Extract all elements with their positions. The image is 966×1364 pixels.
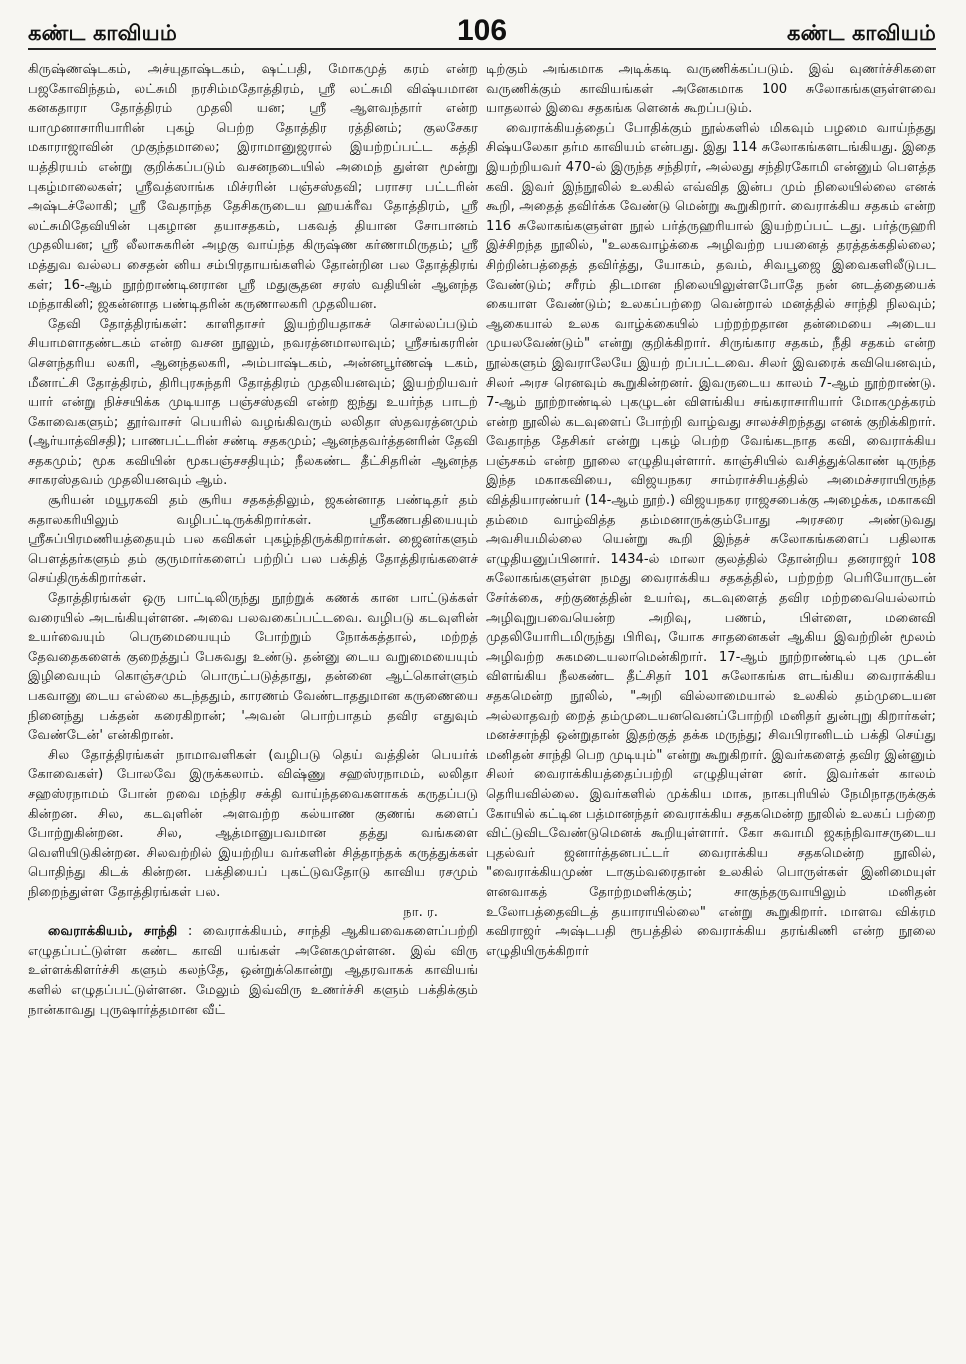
paragraph: சில தோத்திரங்கள் நாமாவளிகள் (வழிபடு தெய் வத்தின் பெயர்க் கோவைகள்) போலவே இருக்கலாம். விஷ்ணு சஹஸ்ரநாமம், லலிதா சஹஸ்ரநாமம் போன் றவை மந்திர சக்தி வாய்ந்தவைகளாகக் கருதப்படு கின்றன. சில, கடவுளின் அளவற்ற கல்யாண குணங் களைப் போற்றுகின்றன. சில, ஆத்மானுபவமான தத்து வங்களை வெளியிடுகின்றன. சிலவற்றில் இயற்றிய வர்களின் சித்தாந்தக் கருத்துக்கள் பொதிந்து கிடக் கின்றன. பக்தியைப் புகட்டுவதோடு காவிய ரசமும் நிறைந்துள்ள தோத்திரங்கள் பல. bbox=[28, 747, 478, 900]
left-column bbox=[28, 60, 478, 1350]
paragraph: தேவி தோத்திரங்கள்: காளிதாசர் இயற்றியதாகச் சொல்லப்படும் சியாமளாதண்டகம் என்ற வசன நூலும், நவரத்னமாலாவும்; ஸ்ரீசங்கரரின் சௌந்தரிய லகரி, ஆனந்தலகரி, அம்பாஷ்டகம், அன்னபூர்ணஷ் டகம், மீனாட்சி தோத்திரம், திரிபுரசுந்தரி தோத்திரம் முதலியனவும்; இயற்றியவர் யார் என்று நிச்சயிக்க முடியாத பஞ்சஸ்தவி என்ற ஐந்து உயர்ந்த பாடற் கோவைகளும்; தூர்வாசர் பெயரில் வழங்கிவரும் லலிதா ஸ்தவரத்னமும் (ஆர்யாத்விசதி); பாணபட்டரின் சண்டி சதகமும்; ஆனந்தவர்த்தனரின் தேவி சதகமும்; மூக கவியின் மூகபஞ்சசதியும்; நீலகண்ட தீட்சிதரின் ஆனந்த சாகரஸ்தவம் முதலியனவும் ஆம். bbox=[28, 316, 478, 489]
paragraph: வைராக்கியத்தைப் போதிக்கும் நூல்களில் மிகவும் பழமை வாய்ந்தது சிஷ்யலேகா தர்ம காவியம் என்பது. இது 114 சுலோகங்களடங்கியது. இதை இயற்றியவர் 470-ல் இருந்த சந்திரர், அல்லது சந்திரகோமி என்னும் பௌத்த கவி. இவர் இந்நூலில் உலகில் எவ்வித இன்ப மும் நிலையில்லை எனக் கூறி, அதைத் தவிர்க்க வேண்டு மென்று கூறுகிறார். வைராக்கிய சதகம் என்ற 116 சுலோகங்களுள்ள நூல் பர்த்ருஹரியால் இயற்றப்பட் டது. பர்த்ருஹரி இச்சிறந்த நூலில், "உலகவாழ்க்கை அழிவற்ற பயனைத் தரத்தக்கதில்லை; சிற்றின்பத்தைத் தவிர்த்து, யோகம், தவம், சிவபூஜை இவைகளிலீடுபட வேண்டும்; சரீரம் திடமான நிலையிலுள்ளபோதே நன் னடத்தையைக் கையாள வேண்டும்; உலகப்பற்றை வென்றால் மனத்தில் சாந்தி நிலவும்; ஆகையால் உலக வாழ்க்கையில் பற்றற்றதான தன்மையை அடைய முயலவேண்டும்" என்று குறிக்கிறார். சிருங்கார சதகம், நீதி சதகம் என்ற நூல்களும் இவராலேயே இயற் றப்பட்டவை. சிலர் இவரைக் கவியெனவும், சிலர் அரச ரெனவும் கூறுகின்றனர். இவருடைய காலம் 7-ஆம் நூற்றாண்டு. 7-ஆம் நூற்றாண்டில் புகழுடன் விளங்கிய சங்கராசாரியார் மோகமுத்கரம் என்ற நூலில் கடவுளைப் போற்றி வாழ்வது சாலச்சிறந்தது எனக் குறிக்கிறார். வேதாந்த தேசிகர் என்று புகழ் பெற்ற வேங்கடநாத கவி, வைராக்கிய பஞ்சகம் என்ற நூலை எழுதியுள்ளார். காஞ்சியில் வசித்துக்கொண் டிருந்த இந்த மகாகவியை, விஜயநகர சாம்ராச்சியத்தில் அமைச்சராயிருந்த வித்தியாரண்யர் (14-ஆம் நூற்.) விஜயநகர ராஜசபைக்கு அழைக்க, மகாகவி தம்மை வாழ்வித்த தம்மனாருக்கும்போது அரசரை அண்டுவது அவசியமில்லை யென்று கூறி இந்தச் சுலோகங்களைப் பதிலாக எழுதியனுப்பினார். 1434-ல் மாலா குலத்தில் தோன்றிய தனராஜர் 108 சுலோகங்களுள்ள நமது வைராக்கிய சதகத்தில், பற்றற்ற பெரியோருடன் சேர்க்கை, சற்குணத்தின் உயர்வு, கடவுளைத் தவிர மற்றவையெல்லாம் அழிவுறுபவையென்ற அறிவு, பணம், பிள்ளை, மனைவி முதலியோரிடமிருந்து பிரிவு, யோக சாதனைகள் ஆகிய இவற்றின் மூலம் அழிவற்ற சுகமடையலாமென்கிறார். 17-ஆம் நூற்றாண்டில் புக முடன் விளங்கிய நீலகண்ட தீட்சிதர் 101 சுலோகங்க ளடங்கிய வைராக்கிய சதகமென்ற நூலில், "அறி வில்லாமையால் உலகில் தம்முடையன அல்லாதவற் றைத் தம்முடையனவெனப்போற்றி மனிதர் துன்புறு கிறார்கள்; மனச்சாந்தி ஒன்றுதான் இதற்குத் தக்க மருந்து; சிவபிரானிடம் பக்தி செய்து மனிதன் சாந்தி பெற முடியும்" என்று கூறுகிறார். இவர்களைத் தவிர இன்னும் சிலர் வைராக்கியத்தைப்பற்றி எழுதியுள்ள னர். இவர்கள் காலம் தெரியவில்லை. இவர்களில் முக்கிய மாக, நாகபுரியில் நேமிநாதருக்குக் கோயில் கட்டின பத்மானந்தர் வைராக்கிய சதகமென்ற நூலில் உலகப் பற்றை விட்டுவிடவேண்டுமெனக் கூறியுள்ளார். கோ சுவாமி ஜகந்நிவாசருடைய புதல்வர் ஜனார்த்தனபட்டர் வைராக்கிய சதகமென்ற நூலில், "வைராக்கியமுண் டாகும்வரைதான் உலகில் பொருள்கள் இனிமையுள் ளனவாகத் தோற்றமளிக்கும்; சாகுந்தருவாயிலும் மனிதன் உலோபத்தைவிடத் தயாராயில்லை" என்று கூறுகிறார். மாளவ விக்ரம கவிராஜர் அஷ்டபதி ரூபத்தில் வைராக்கிய தரங்கிணி என்ற நூலை எழுதியிருக்கிறார் bbox=[486, 120, 936, 959]
page-number: 106 bbox=[456, 14, 508, 47]
paragraph: கிருஷ்ணஷ்டகம், அச்யுதாஷ்டகம், ஷட்பதி, மோகமுத் கரம் என்ற பஜகோவிந்தம், லட்சுமி நரசிம்மதோத்திரம், ஸ்ரீ லட்சுமி விஷ்யமான கனகதாரா தோத்திரம் முதலி யன; ஸ்ரீ ஆளவந்தார் என்ற யாமுனாசாரியாரின் புகழ் பெற்ற தோத்திர ரத்தினம்; குலசேகர மகாராஜாவின் முகுந்தமாலை; இராமானுஜரால் இயற்றப்பட்ட கத்தி யத்திரயம் என்று குறிக்கப்படும் வசனநடையில் அமைந் துள்ள மூன்று புகழ்மாலைகள்; ஸ்ரீவத்ஸாங்க மிச்ரரின் பஞ்சஸ்தவி; பராசர பட்டரின் அஷ்டச்லோகி; ஸ்ரீ வேதாந்த தேசிகருடைய ஹயக்ரீவ தோத்திரம், ஸ்ரீ லட்சுமிதேவியின் புகழான தயாசதகம், பகவத் தியான சோபானம் முதலியன; ஸ்ரீ லீலாசுகரின் அழகு வாய்ந்த கிருஷ்ண கர்ணாமிருதம்; ஸ்ரீ மத்துவ வல்லப சைதன் னிய சம்பிரதாயங்களில் தோன்றின பல தோத்திரங் கள்; 16-ஆம் நூற்றாண்டினரான ஸ்ரீ மதுசூதன சரஸ் வதியின் ஆனந்த மந்தாகினி; ஜகன்னாத பண்டிதரின் கருணாலகரி முதலியன. bbox=[28, 62, 478, 313]
paragraph: தோத்திரங்கள் ஒரு பாட்டிலிருந்து நூற்றுக் கணக் கான பாட்டுக்கள் வரையில் அடங்கியுள்ளன. அவை பலவகைப்பட்டவை. வழிபடு கடவுளின் உயர்வையும் பெருமையையும் போற்றும் நோக்கத்தால், மற்றத் தேவதைகளைக் குறைத்துப் பேசுவது உண்டு. தன்னு டைய வறுமையையும் இழிவையும் கொஞ்சமும் பொருட்படுத்தாது, தன்னை ஆட்கொள்ளும் பகவானு டைய எல்லை கடந்ததும், காரணம் வேண்டாததுமான கருணையை நினைந்து பக்தன் கரைகிறான்; 'அவன் பொற்பாதம் தவிர எதுவும் வேண்டேன்' என்கிறான். bbox=[28, 591, 478, 744]
right-column bbox=[486, 60, 936, 1350]
paragraph: சூரியன் மயூரகவி தம் சூரிய சதகத்திலும், ஜகன்னாத பண்டிதர் தம் சுதாலகரியிலும் வழிபட்டிருக்கிறார்கள். ஸ்ரீகணபதியையும் ஸ்ரீசுப்பிரமணியத்தையும் பல கவிகள் புகழ்ந்திருக்கிறார்கள். ஜைனர்களும் பௌத்தர்களும் தம் குருமார்களைப் பற்றிப் பல பக்தித் தோத்திரங்களைச் செய்திருக்கிறார்கள். bbox=[28, 493, 478, 587]
running-header bbox=[28, 8, 936, 50]
running-head-right: கண்ட காவியம் bbox=[787, 21, 936, 45]
section-heading: வைராக்கியம், சாந்தி bbox=[48, 924, 178, 940]
body-columns bbox=[28, 60, 936, 1350]
section-text: : வைராக்கியம், சாந்தி ஆகியவைகளைப்பற்றி எழுதப்பட்டுள்ள கண்ட காவி யங்கள் அனேகமுள்ளன. இவ் விரு உள்ளக்கிளர்ச்சி களும் கலந்தே, ஒன்றுக்கொன்று ஆதரவாகக் காவியங் களில் எழுதப்பட்டுள்ளன. மேலும் இவ்விரு உணர்ச்சி களும் பக்திக்கும் நான்காவது புருஷார்த்தமான வீட் bbox=[28, 924, 478, 1018]
section-paragraph bbox=[28, 922, 478, 1020]
author-initials: நா. ர. bbox=[403, 904, 438, 920]
paragraph: டிற்கும் அங்கமாக அடிக்கடி வருணிக்கப்படும். இவ் வுணர்ச்சிகளை வருணிக்கும் காவியங்கள் அனேகமாக 100 சுலோகங்களுள்ளவை யாதலால் இவை சதகங்க ளெனக் கூறப்படும். bbox=[486, 62, 936, 117]
running-head-left: கண்ட காவியம் bbox=[28, 21, 177, 45]
